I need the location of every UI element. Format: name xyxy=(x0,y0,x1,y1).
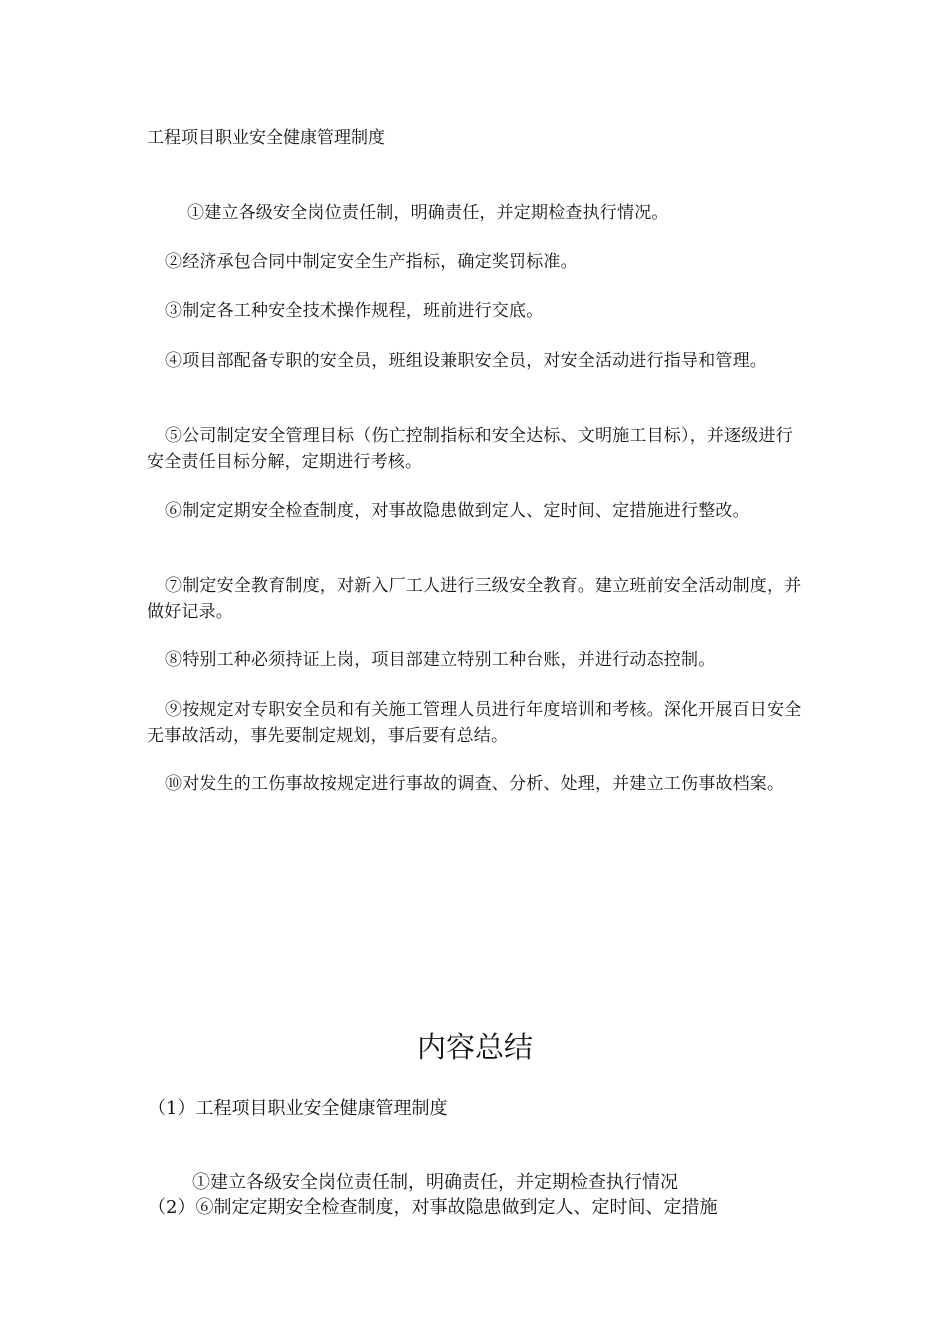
list-item: ④项目部配备专职的安全员，班组设兼职安全员，对安全活动进行指导和管理。 xyxy=(165,351,767,371)
list-item: ⑩对发生的工伤事故按规定进行事故的调查、分析、处理，并建立工伤事故档案。 xyxy=(165,774,785,794)
list-item: ③制定各工种安全技术操作规程，班前进行交底。 xyxy=(165,301,544,321)
document-title: 工程项目职业安全健康管理制度 xyxy=(147,128,385,148)
summary-line: （1）工程项目职业安全健康管理制度 xyxy=(148,1098,448,1119)
list-item: ⑧特别工种必须持证上岗，项目部建立特别工种台账，并进行动态控制。 xyxy=(165,650,716,670)
list-item: ①建立各级安全岗位责任制，明确责任，并定期检查执行情况。 xyxy=(187,203,669,223)
list-item: ⑥制定定期安全检查制度，对事故隐患做到定人、定时间、定措施进行整改。 xyxy=(165,501,750,521)
summary-heading: 内容总结 xyxy=(416,1030,533,1064)
list-item: ⑦制定安全教育制度，对新入厂工人进行三级安全教育。建立班前安全活动制度，并做好记录。 xyxy=(147,576,802,622)
summary-line: （2）⑥制定定期安全检查制度，对事故隐患做到定人、定时间、定措施 xyxy=(148,1197,718,1218)
summary-line: ①建立各级安全岗位责任制，明确责任，并定期检查执行情况 xyxy=(192,1172,678,1193)
list-item: ⑨按规定对专职安全员和有关施工管理人员进行年度培训和考核。深化开展百日安全无事故活动，事先要制定规划，事后要有总结。 xyxy=(147,700,802,746)
list-item: ②经济承包合同中制定安全生产指标，确定奖罚标准。 xyxy=(165,252,578,272)
list-item: ⑤公司制定安全管理目标（伤亡控制指标和安全达标、文明施工目标），并逐级进行安全责任目标分解，定期进行考核。 xyxy=(147,426,793,472)
